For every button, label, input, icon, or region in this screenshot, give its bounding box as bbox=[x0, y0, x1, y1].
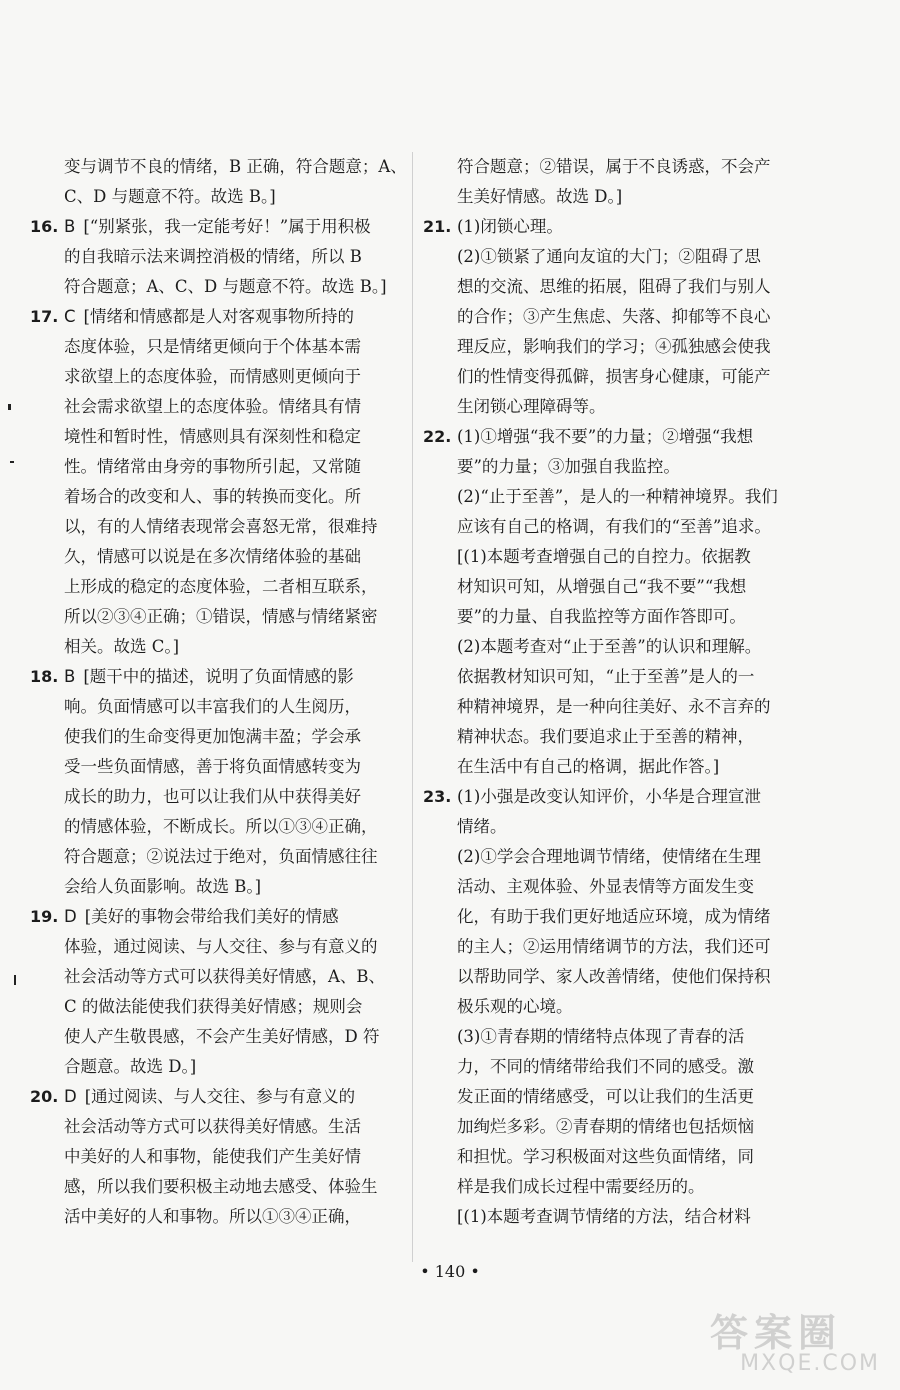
answer-letter: D bbox=[64, 1087, 77, 1106]
line-text: 所以②③④正确；①错误，情感与情绪紧密 bbox=[64, 607, 378, 626]
line-text: (2)“止于至善”，是人的一种精神境界。我们 bbox=[457, 487, 778, 506]
text-line bbox=[30, 482, 395, 512]
text-line bbox=[30, 422, 395, 452]
line-text: (2)本题考查对“止于至善”的认识和理解。 bbox=[457, 637, 762, 656]
line-text: 理反应，影响我们的学习；④孤独感会使我 bbox=[457, 337, 771, 356]
watermark-logo bbox=[710, 1302, 880, 1376]
text-line bbox=[30, 782, 395, 812]
question-line bbox=[30, 302, 395, 332]
line-text: 生美好情感。故选 D。] bbox=[457, 187, 623, 206]
text-line bbox=[423, 542, 788, 572]
text-line bbox=[30, 752, 395, 782]
line-text: 精神状态。我们要追求止于至善的精神， bbox=[457, 727, 754, 746]
text-line bbox=[423, 692, 788, 722]
answer-letter: C bbox=[64, 307, 76, 326]
text-line bbox=[423, 1142, 788, 1172]
line-text: (1)小强是改变认知评价，小华是合理宣泄 bbox=[457, 787, 761, 806]
text-line bbox=[423, 392, 788, 422]
text-line bbox=[423, 152, 788, 182]
line-text: 的情感体验，不断成长。所以①③④正确， bbox=[64, 817, 378, 836]
text-line bbox=[423, 1052, 788, 1082]
text-line bbox=[423, 1082, 788, 1112]
text-line bbox=[423, 962, 788, 992]
text-line bbox=[423, 572, 788, 602]
text-line bbox=[423, 1202, 788, 1232]
line-text: 受一些负面情感，善于将负面情感转变为 bbox=[64, 757, 361, 776]
line-text: 生闭锁心理障碍等。 bbox=[457, 397, 606, 416]
text-line bbox=[423, 902, 788, 932]
text-line bbox=[423, 722, 788, 752]
watermark-cn: 答案圈 bbox=[710, 1311, 843, 1355]
line-text: 响。负面情感可以丰富我们的人生阅历， bbox=[64, 697, 361, 716]
question-number: 16. bbox=[30, 217, 59, 236]
line-text: 变与调节不良的情绪，B 正确，符合题意；A、 bbox=[64, 157, 407, 176]
line-text: 境性和暂时性，情感则具有深刻性和稳定 bbox=[64, 427, 361, 446]
text-line bbox=[30, 1172, 395, 1202]
text-line bbox=[423, 302, 788, 332]
text-line bbox=[30, 692, 395, 722]
text-line bbox=[30, 1112, 395, 1142]
text-line bbox=[423, 332, 788, 362]
text-line bbox=[30, 392, 395, 422]
question-number: 22. bbox=[423, 427, 452, 446]
line-text: 着场合的改变和人、事的转换而变化。所 bbox=[64, 487, 361, 506]
line-text: 性。情绪常由身旁的事物所引起，又常随 bbox=[64, 457, 361, 476]
text-line bbox=[423, 662, 788, 692]
answer-letter: B bbox=[64, 217, 76, 236]
question-number: 18. bbox=[30, 667, 59, 686]
line-text: [题干中的描述，说明了负面情感的影 bbox=[83, 667, 354, 686]
question-number: 19. bbox=[30, 907, 59, 926]
line-text: 社会活动等方式可以获得美好情感。生活 bbox=[64, 1117, 361, 1136]
text-line bbox=[423, 242, 788, 272]
line-text: 发正面的情绪感受，可以让我们的生活更 bbox=[457, 1087, 754, 1106]
text-line bbox=[30, 542, 395, 572]
line-text: 活中美好的人和事物。所以①③④正确， bbox=[64, 1207, 361, 1226]
text-line bbox=[30, 1202, 395, 1232]
line-text: 符合题意；②错误，属于不良诱惑，不会产 bbox=[457, 157, 771, 176]
line-text: [“别紧张，我一定能考好！”属于用积极 bbox=[83, 217, 371, 236]
text-line bbox=[423, 272, 788, 302]
text-line bbox=[423, 1022, 788, 1052]
text-line bbox=[30, 332, 395, 362]
text-line bbox=[423, 182, 788, 212]
line-text: 成长的助力，也可以让我们从中获得美好 bbox=[64, 787, 361, 806]
text-line bbox=[30, 1142, 395, 1172]
line-text: 种精神境界，是一种向往美好、永不言弃的 bbox=[457, 697, 771, 716]
question-line bbox=[423, 782, 788, 812]
line-text: C 的做法能使我们获得美好情感；规则会 bbox=[64, 997, 363, 1016]
question-number: 20. bbox=[30, 1087, 59, 1106]
text-line bbox=[30, 872, 395, 902]
text-line bbox=[423, 932, 788, 962]
line-text: 加绚烂多彩。②青春期的情绪也包括烦恼 bbox=[457, 1117, 754, 1136]
text-line bbox=[30, 272, 395, 302]
line-text: 感，所以我们要积极主动地去感受、体验生 bbox=[64, 1177, 378, 1196]
line-text: 态度体验，只是情绪更倾向于个体基本需 bbox=[64, 337, 361, 356]
line-text: 力，不同的情绪带给我们不同的感受。激 bbox=[457, 1057, 754, 1076]
line-text: [美好的事物会带给我们美好的情感 bbox=[84, 907, 339, 926]
text-line bbox=[423, 992, 788, 1022]
line-text: 以，有的人情绪表现常会喜怒无常，很难持 bbox=[64, 517, 378, 536]
column-divider bbox=[412, 152, 413, 1262]
line-text: 要”的力量；③加强自我监控。 bbox=[457, 457, 680, 476]
line-text: (2)①锁紧了通向友谊的大门；②阻碍了思 bbox=[457, 247, 761, 266]
page-number: • 140 • bbox=[420, 1262, 480, 1281]
line-text: (1)①增强“我不要”的力量；②增强“我想 bbox=[457, 427, 754, 446]
text-line bbox=[423, 1172, 788, 1202]
line-text: 社会需求欲望上的态度体验。情绪具有情 bbox=[64, 397, 361, 416]
scan-mark bbox=[10, 461, 14, 463]
scan-mark bbox=[14, 975, 16, 985]
scan-mark bbox=[8, 404, 11, 410]
line-text: 求欲望上的态度体验，而情感则更倾向于 bbox=[64, 367, 361, 386]
text-line bbox=[30, 572, 395, 602]
line-text: [通过阅读、与人交往、参与有意义的 bbox=[84, 1087, 356, 1106]
line-text: (3)①青春期的情绪特点体现了青春的活 bbox=[457, 1027, 745, 1046]
line-text: 使人产生敬畏感，不会产生美好情感，D 符 bbox=[64, 1027, 380, 1046]
text-line bbox=[30, 992, 395, 1022]
text-line bbox=[423, 752, 788, 782]
text-line bbox=[423, 512, 788, 542]
text-line bbox=[30, 1052, 395, 1082]
text-line bbox=[30, 152, 407, 182]
answer-letter: D bbox=[64, 907, 77, 926]
text-line bbox=[423, 602, 788, 632]
line-text: 材知识可知，从增强自己“我不要”“我想 bbox=[457, 577, 747, 596]
text-line bbox=[423, 872, 788, 902]
line-text: 的主人；②运用情绪调节的方法，我们还可 bbox=[457, 937, 771, 956]
line-text: 和担忧。学习积极面对这些负面情绪，同 bbox=[457, 1147, 754, 1166]
line-text: 久，情感可以说是在多次情绪体验的基础 bbox=[64, 547, 361, 566]
text-line bbox=[30, 722, 395, 752]
line-text: 依据教材知识可知，“止于至善”是人的一 bbox=[457, 667, 755, 686]
line-text: 符合题意；②说法过于绝对，负面情感往往 bbox=[64, 847, 378, 866]
line-text: 极乐观的心境。 bbox=[457, 997, 573, 1016]
question-line bbox=[30, 902, 395, 932]
answer-letter: B bbox=[64, 667, 76, 686]
question-line bbox=[30, 662, 395, 692]
text-line bbox=[30, 602, 395, 632]
line-text: [(1)本题考查增强自己的自控力。依据教 bbox=[457, 547, 751, 566]
watermark-en: MXQE.COM bbox=[740, 1351, 880, 1376]
right-column bbox=[423, 152, 788, 1232]
text-line bbox=[30, 1022, 395, 1052]
line-text: 会给人负面影响。故选 B。] bbox=[64, 877, 262, 896]
line-text: 相关。故选 C。] bbox=[64, 637, 180, 656]
line-text: 化，有助于我们更好地适应环境，成为情绪 bbox=[457, 907, 771, 926]
line-text: 情绪。 bbox=[457, 817, 507, 836]
text-line bbox=[423, 842, 788, 872]
text-line bbox=[30, 932, 395, 962]
line-text: (1)闭锁心理。 bbox=[457, 217, 563, 236]
text-line bbox=[423, 362, 788, 392]
text-line bbox=[30, 632, 395, 662]
text-line bbox=[30, 242, 395, 272]
question-line bbox=[30, 1082, 395, 1112]
line-text: C、D 与题意不符。故选 B。] bbox=[64, 187, 276, 206]
text-line bbox=[30, 452, 395, 482]
line-text: 以帮助同学、家人改善情绪，使他们保持积 bbox=[457, 967, 771, 986]
line-text: 符合题意；A、C、D 与题意不符。故选 B。] bbox=[64, 277, 387, 296]
text-line bbox=[423, 812, 788, 842]
line-text: [情绪和情感都是人对客观事物所持的 bbox=[83, 307, 354, 326]
line-text: 上形成的稳定的态度体验，二者相互联系， bbox=[64, 577, 378, 596]
line-text: 在生活中有自己的格调，据此作答。] bbox=[457, 757, 720, 776]
line-text: 社会活动等方式可以获得美好情感，A、B、 bbox=[64, 967, 386, 986]
question-line bbox=[30, 212, 395, 242]
line-text: 应该有自己的格调，有我们的“至善”追求。 bbox=[457, 517, 771, 536]
text-line bbox=[30, 512, 395, 542]
line-text: 活动、主观体验、外显表情等方面发生变 bbox=[457, 877, 754, 896]
line-text: 合题意。故选 D。] bbox=[64, 1057, 197, 1076]
line-text: 体验，通过阅读、与人交往、参与有意义的 bbox=[64, 937, 378, 956]
line-text: 的自我暗示法来调控消极的情绪，所以 B bbox=[64, 247, 362, 266]
text-line bbox=[423, 452, 788, 482]
line-text: [(1)本题考查调节情绪的方法，结合材料 bbox=[457, 1207, 751, 1226]
question-number: 21. bbox=[423, 217, 452, 236]
text-line bbox=[30, 812, 395, 842]
text-line bbox=[30, 842, 395, 872]
question-line bbox=[423, 212, 788, 242]
text-line bbox=[423, 1112, 788, 1142]
question-number: 23. bbox=[423, 787, 452, 806]
question-line bbox=[423, 422, 788, 452]
line-text: 样是我们成长过程中需要经历的。 bbox=[457, 1177, 705, 1196]
line-text: 使我们的生命变得更加饱满丰盈；学会承 bbox=[64, 727, 361, 746]
line-text: 的合作；③产生焦虑、失落、抑郁等不良心 bbox=[457, 307, 771, 326]
line-text: 中美好的人和事物，能使我们产生美好情 bbox=[64, 1147, 361, 1166]
text-line bbox=[30, 362, 395, 392]
line-text: (2)①学会合理地调节情绪，使情绪在生理 bbox=[457, 847, 761, 866]
line-text: 要”的力量、自我监控等方面作答即可。 bbox=[457, 607, 746, 626]
text-line bbox=[423, 482, 788, 512]
question-number: 17. bbox=[30, 307, 59, 326]
text-line bbox=[30, 182, 395, 212]
left-column bbox=[30, 152, 407, 1232]
text-line bbox=[30, 962, 395, 992]
line-text: 想的交流、思维的拓展，阻碍了我们与别人 bbox=[457, 277, 771, 296]
text-line bbox=[423, 632, 788, 662]
line-text: 们的性情变得孤僻，损害身心健康，可能产 bbox=[457, 367, 771, 386]
